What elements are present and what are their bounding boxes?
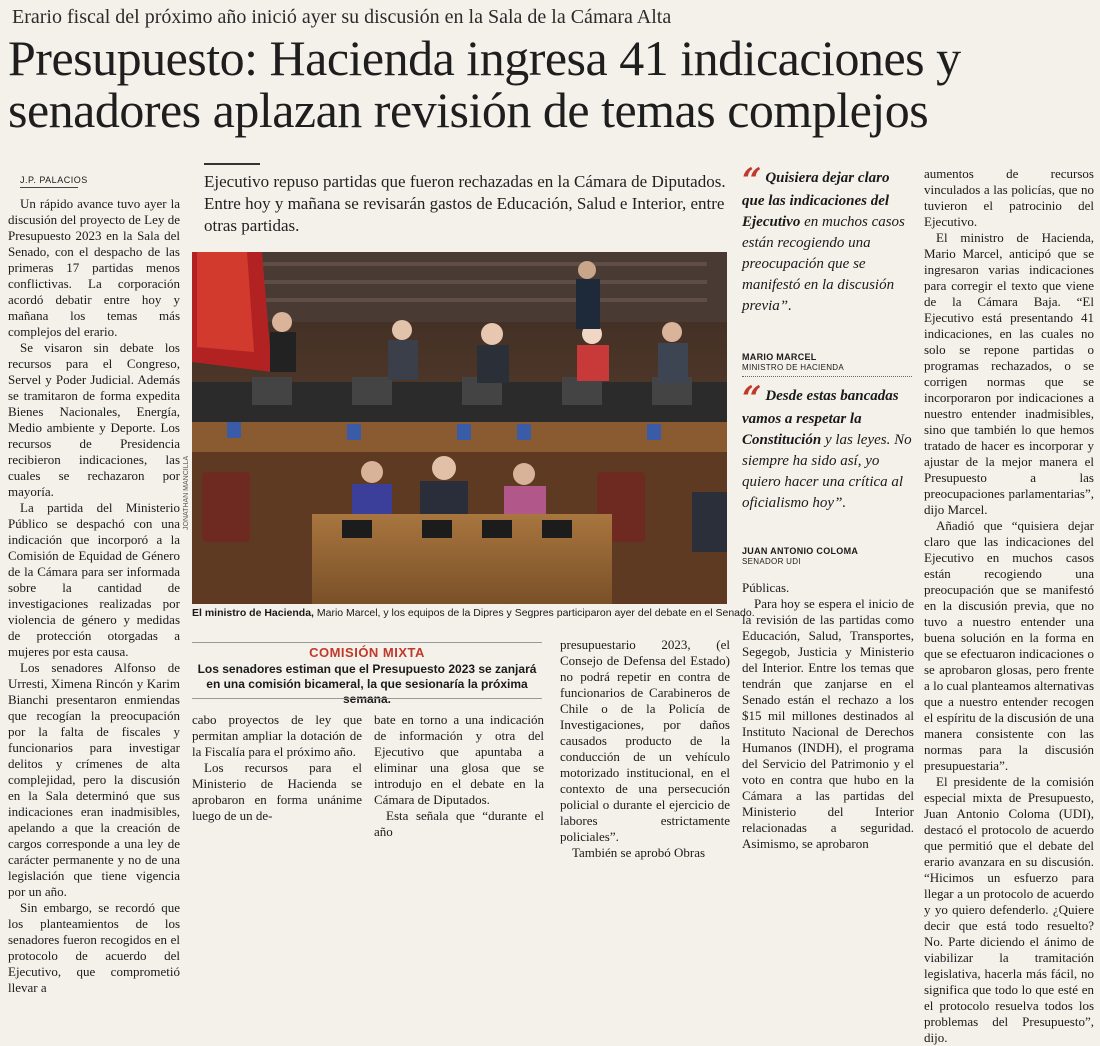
photo-credit: JONATHAN MANCILLA	[183, 455, 190, 530]
headline-line-2: senadores aplazan revisión de temas complejos	[8, 82, 929, 138]
quote-divider	[742, 376, 912, 377]
column-2a	[192, 712, 362, 824]
senate-chamber-image	[192, 252, 727, 604]
quote-bold: Quisiera dejar claro que las indicaciones del Ejecutivo	[742, 170, 890, 230]
paragraph: La partida del Ministerio Público se despachó con una indicación que incorporó a la Comisión de Equidad de Género de la Cámara para ser informada sobre la cantidad de investigaciones realizadas por violencia de género y medidas de protección otorgadas a mujeres por esta causa.	[8, 500, 180, 659]
quote-text: y las leyes. No siempre ha sido así, yo quiero hacer una crítica al oficialismo hoy”.	[742, 432, 912, 511]
paragraph: También se aprobó Obras	[572, 845, 706, 860]
column-2b	[374, 712, 544, 840]
deck-rule	[204, 163, 260, 165]
senate-photo	[192, 252, 727, 604]
paragraph: cabo proyectos de ley que permitan ampliar la dotación de la Fiscalía para el próximo año.	[192, 712, 362, 759]
quote-text: en muchos casos están recogiendo una preocupación que se manifestó en la discusión previa”.	[742, 214, 905, 314]
paragraph: Los recursos para el Ministerio de Hacienda se aprobaron en forma unánime luego de un de-	[192, 760, 362, 823]
pull-quote-1	[742, 161, 914, 317]
article-headline	[8, 32, 1098, 136]
column-3	[560, 637, 730, 861]
paragraph: Esta señala que “durante el año	[374, 808, 544, 839]
quote-2-role: SENADOR UDI	[742, 557, 801, 566]
headline-line-1: Presupuesto: Hacienda ingresa 41 indicaciones y	[8, 30, 961, 86]
quote-bold: Desde estas bancadas vamos a respetar la Constitución	[742, 388, 899, 448]
paragraph: Se visaron sin debate los recursos para el Congreso, Servel y Poder Judicial. Además se tramitaron de forma expedita Bienes Nacionales, Energía, Medio ambiente y Deporte. Los recursos de Presidencia recibieron indicaciones, las cuales se rechazaron por mayoría.	[8, 340, 180, 499]
paragraph: El presidente de la comisión especial mixta de Presupuesto, Juan Antonio Coloma (UDI), destacó el protocolo de acuerdo que permitió que el debate del erario avanzara en su discusión. “Hicimos un esfuerzo para llegar a un protocolo de acuerdo y yo quiero defenderlo. ¿Quiere decir que está todo resuelto? No. Parte diciendo el ánimo de viabilizar la tramitación legislativa, hacerla más fácil, no significa que todo lo que esté en el protocolo resuelva todos los problemas del Presupuesto”, dijo.	[924, 774, 1094, 1045]
caption-text: Mario Marcel, y los equipos de la Dipres y Segpres participaron ayer del debate en el Senado.	[313, 607, 755, 619]
paragraph: aumentos de recursos vinculados a las policías, que no tuvieron el patrocinio del Ejecutivo.	[924, 166, 1094, 229]
quote-1-author: MARIO MARCEL	[742, 352, 817, 362]
article-deck: Ejecutivo repuso partidas que fueron rechazadas en la Cámara de Diputados. Entre hoy y mañana se revisarán gastos de Educación, Salud e Interior, entre otras partidas.	[204, 172, 726, 235]
column-1	[8, 196, 180, 996]
paragraph: Los senadores Alfonso de Urresti, Ximena Rincón y Karim Bianchi presentaron enmiendas que recogían la preocupación por la falta de fiscales y funcionarios para investigar delitos y crímenes de alta complejidad, pero la discusión en la Sala determinó que sus indicaciones eran inadmisibles, apelando a que la creación de cargos corresponde a una ley de carácter permanente y no de una legislación que tiene vigencia por un año.	[8, 660, 180, 899]
photo-caption	[192, 607, 755, 620]
byline: J.P. PALACIOS	[20, 175, 88, 185]
sidebar-box-title: COMISIÓN MIXTA	[309, 645, 425, 660]
byline-rule	[20, 187, 78, 188]
column-5	[924, 166, 1094, 1046]
quote-2-author: JUAN ANTONIO COLOMA	[742, 546, 859, 556]
column-4	[742, 580, 914, 852]
quote-mark-icon: “	[742, 379, 762, 419]
quote-mark-icon: “	[742, 161, 762, 201]
caption-lead: El ministro de Hacienda,	[192, 607, 314, 619]
paragraph: bate en torno a una indicación de información y otra del Ejecutivo que apuntaba a eliminar una glosa que se introdujo en el debate en la Cámara de Diputados.	[374, 712, 544, 807]
paragraph: Un rápido avance tuvo ayer la discusión del proyecto de Ley de Presupuesto 2023 en la Sala del Senado, con el despacho de las primeras 17 partidas menos conflictivas. La corporación acordó debatir entre hoy y mañana los temas más complejos del erario.	[8, 196, 180, 339]
sidebar-box-bottom-rule	[192, 698, 542, 699]
paragraph: Sin embargo, se recordó que los planteamientos de los senadores fueron recogidos en el protocolo de acuerdo del Ejecutivo, que comprometió llevar a	[8, 900, 180, 995]
quote-1-role: MINISTRO DE HACIENDA	[742, 363, 845, 372]
paragraph: Públicas.	[742, 580, 790, 595]
sidebar-box-text: Los senadores estiman que el Presupuesto 2023 se zanjará en una comisión bicameral, la que sesionaría la próxima semana.	[197, 662, 537, 706]
pull-quote-2	[742, 379, 914, 514]
paragraph: Para hoy se espera el inicio de la revisión de las partidas como Educación, Salud, Transportes, Segegob, Justicia y Ministerio del Interior. Entre los temas que tendrán que zanjarse en el Senado están el rechazo a los $15 mil millones destinados al Instituto Nacional de Derechos Humanos (INDH), el programa del Servicio del Patrimonio y el voto en contra que hubo en la Cámara a las partidas del Ministerio del Interior relacionadas a seguridad. Asimismo, se aprobaron	[742, 596, 914, 851]
paragraph: presupuestario 2023, (el Consejo de Defensa del Estado) no podrá repetir en contra de funcionarios de Carabineros de Chile o de la Policía de Investigaciones, por daños causados producto de la conducción de un vehículo motorizado institucional, en el contexto de una persecución policial o durante el ejercicio de labores estrictamente policiales”.	[560, 637, 730, 844]
paragraph: Añadió que “quisiera dejar claro que las indicaciones del Ejecutivo en muchos casos están recogiendo una preocupación que se manifestó en la discusión previa, que no tuvo a nuestro entender una buena solución en la forma en que se efectuaron indicaciones o se aprobaron glosas, pero frente a lo cual planteamos alternativas que a nuestro entender recogen el espíritu de la discusión de una manera consistente con las normas para la discusión presupuestaria”.	[924, 518, 1094, 773]
sidebar-box-top-rule	[192, 642, 542, 643]
article-kicker: Erario fiscal del próximo año inició ayer su discusión en la Sala de la Cámara Alta	[12, 6, 672, 28]
paragraph: El ministro de Hacienda, Mario Marcel, anticipó que se ingresaron varias indicaciones para corregir el texto que viene de la Cámara Baja. “El Ejecutivo está presentando 41 indicaciones, en las cuales no solo se repone partidas o programas rechazados, o se corrigen normas que se incorporaron por indicaciones a nuestro entender inadmisibles, sino que también lo que hemos tratado de hacer es incorporar y ajustar de la mejor manera el Presupuesto a las preocupaciones parlamentarias”, dijo Marcel.	[924, 230, 1094, 517]
